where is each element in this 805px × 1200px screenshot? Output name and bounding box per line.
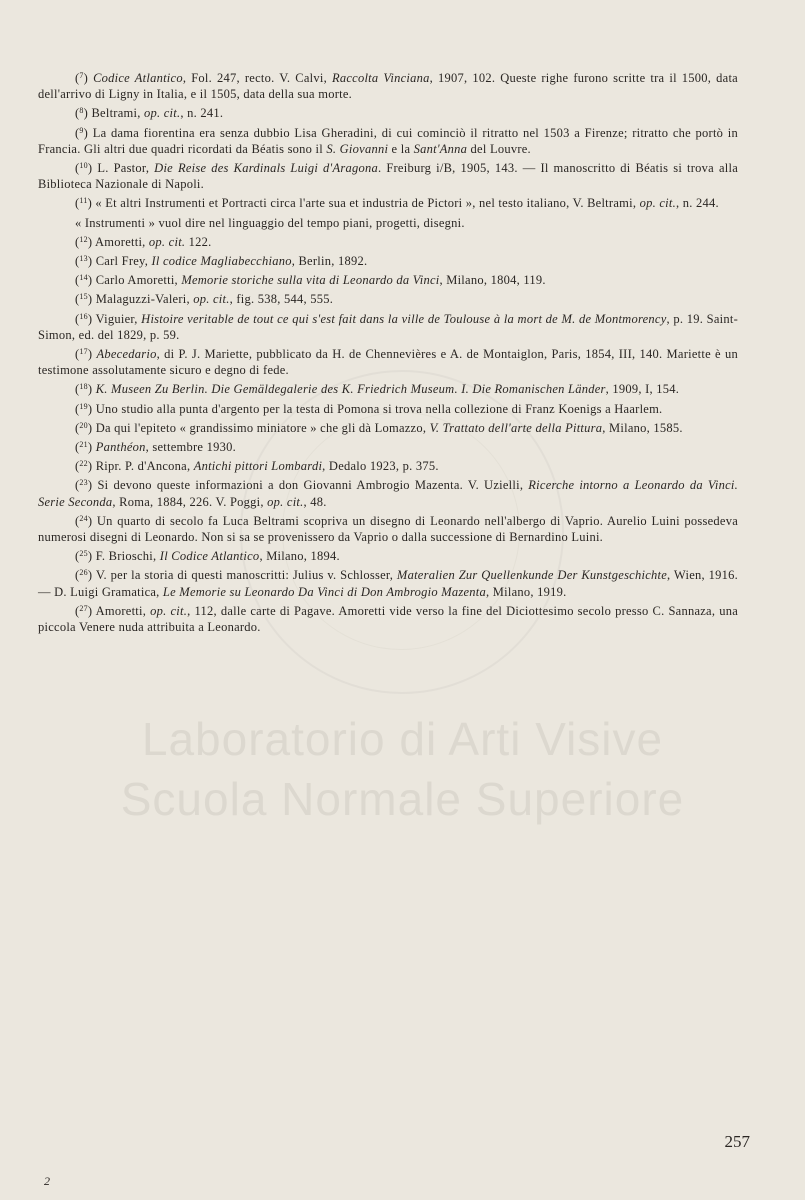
footnote-italic-text: Le Memorie su Leonardo Da Vinci di Don Ambrogio Mazenta	[162, 584, 487, 599]
footnote-text: Un quarto di secolo fa Luca Beltrami scopriva un disegno di Leonardo nell'albergo di Vaprio. Aurelio Luini possedeva numerosi disegni di Leonardo. Non si sa se provenissero da Vaprio o dalla successione di Bernardino Luini.	[38, 513, 738, 545]
footnote-number: ($^{20}$)	[75, 420, 96, 435]
footnote-italic-text: op. cit.	[193, 292, 230, 307]
footnote	[38, 548, 738, 564]
footnote-number: ($^{15}$)	[75, 292, 96, 307]
footnote	[38, 458, 738, 474]
footnote-text: , fig. 538, 544, 555.	[229, 292, 334, 307]
footnote	[38, 125, 738, 157]
footnote-text: del Louvre.	[467, 141, 531, 156]
footnote-text: , Fol. 247, recto. V. Calvi,	[182, 71, 332, 85]
footnote-text: , Roma, 1884, 226. V. Poggi,	[112, 494, 268, 509]
footnote	[38, 477, 738, 509]
footnote-text: , Dedalo 1923, p. 375.	[322, 459, 439, 474]
footnote-number: ($^{23}$)	[75, 478, 98, 493]
footnote-text: Carlo Amoretti,	[95, 273, 182, 288]
footnote-number: ($^{27}$)	[75, 603, 96, 618]
footnote-text: Beltrami,	[91, 106, 144, 121]
footnote-text: L. Pastor,	[97, 161, 155, 176]
footnote-italic-text: op. cit.	[143, 106, 181, 121]
footnote-text: , Berlin, 1892.	[291, 254, 368, 269]
footnote-text: Carl Frey,	[95, 254, 152, 269]
footnote-italic-text: S. Giovanni	[326, 141, 389, 156]
footnote-italic-text: Materalien Zur Quellenkunde Der Kunstgeschichte	[396, 568, 668, 583]
footnote-number: ($^9$)	[75, 125, 93, 140]
footnote-text: « Instrumenti » vuol dire nel linguaggio del tempo piani, progetti, disegni.	[75, 215, 465, 230]
footnote-text: , p. 19. Saint-Simon, ed. del 1829, p. 59.	[38, 311, 738, 342]
footnote-italic-text: V. Trattato dell'arte della Pittura	[429, 420, 603, 435]
footnote	[38, 291, 738, 307]
footnote-text: F. Brioschi,	[95, 549, 160, 564]
footnote-italic-text: K. Museen Zu Berlin. Die Gemäldegalerie des K. Friedrich Museum. I. Die Romanischen Länder	[95, 382, 606, 397]
footnote-italic-text: Raccolta Vinciana	[331, 71, 430, 85]
footnote-italic-text: op. cit.	[639, 196, 676, 211]
footnote	[38, 195, 738, 211]
footnote-number: ($^{22}$)	[75, 459, 96, 474]
footnote-number: ($^8$)	[75, 106, 92, 121]
footnote-text: , 1909, I, 154.	[605, 382, 680, 397]
footnote	[38, 439, 738, 455]
footnote-italic-text: Memorie storiche sulla vita di Leonardo da Vinci	[181, 273, 440, 288]
footnote-text: , Milano, 1804, 119.	[439, 273, 546, 288]
footnote	[38, 567, 738, 599]
footnote-number: ($^{10}$)	[75, 161, 98, 176]
footnote-number: ($^{14}$)	[75, 273, 96, 288]
footnote	[38, 311, 738, 343]
footnote-number: ($^{17}$)	[75, 347, 97, 362]
footnote-text: e la	[388, 141, 414, 156]
watermark-line-2: Scuola Normale Superiore	[120, 773, 685, 825]
footnote-text: Ripr. P. d'Ancona,	[95, 459, 194, 474]
footnote-text: Viguier,	[95, 311, 142, 326]
footnote-number: ($^7$)	[75, 71, 94, 85]
footnote-italic-text: Panthéon	[95, 440, 146, 455]
footnote-number: ($^{24}$)	[75, 513, 97, 528]
footnote-text: , Milano, 1585.	[602, 420, 683, 435]
footnote	[38, 215, 738, 231]
footnote	[38, 160, 738, 192]
footnote-text: , Milano, 1894.	[259, 549, 340, 564]
footnote-italic-text: Il codice Magliabecchiano	[151, 254, 292, 269]
footnote-text: Si devono queste informazioni a don Giovanni Ambrogio Mazenta. V. Uzielli,	[97, 478, 529, 493]
footnote-text: , 1907, 102. Queste righe furono scritte tra il 1500, data dell'arrivo di Ligny in Italia, e il 1505, data della sua morte.	[38, 71, 738, 102]
footnote-text: La dama fiorentina era senza dubbio Lisa Gheradini, di cui cominciò il ritratto nel 1503 a Firenze; ritratto che portò in Francia. Gli altri due quadri ricordati da Béatis sono il	[38, 125, 738, 156]
footnote-text: , n. 241.	[180, 106, 224, 121]
footnote-italic-text: Die Reise des Kardinals Luigi d'Aragona	[154, 161, 378, 176]
footnote-text: Malaguzzi-Valeri,	[95, 292, 194, 307]
footnote-italic-text: Histoire veritable de tout ce qui s'est fait dans la ville de Toulouse à la mort de M. de Montmorency	[141, 311, 667, 326]
footnote-text: Uno studio alla punta d'argento per la testa di Pomona si trova nella collezione di Franz Koenigs a Haarlem.	[95, 401, 663, 416]
footnote-italic-text: Codice Atlantico	[93, 71, 183, 85]
footnote-italic-text: Antichi pittori Lombardi	[193, 459, 323, 474]
footnote-text: , Milano, 1919.	[486, 584, 567, 599]
footnote-text: Amoretti,	[95, 603, 151, 618]
footnote-text: , Wien, 1916. — D. Luigi Gramatica,	[38, 568, 738, 599]
footnote	[38, 272, 738, 288]
footnote-text: « Et altri Instrumenti et Portracti circa l'arte sua et industria de Pictori », nel testo italiano, V. Beltrami,	[95, 196, 640, 211]
footnote-number: ($^{26}$)	[75, 568, 96, 583]
footnote-text: , 112, dalle carte di Pagave. Amoretti vide verso la fine del Diciottesimo secolo presso C. Sannaza, una piccola Venere nuda attribuita a Leonardo.	[38, 603, 738, 635]
footnote-number: ($^{25}$)	[75, 549, 96, 564]
watermark-line-1: Laboratorio di Arti Visive	[141, 713, 664, 765]
footnote-italic-text: Il Codice Atlantico	[159, 549, 260, 564]
footnote-text: Da qui l'epiteto « grandissimo miniatore » che gli dà Lomazzo,	[95, 420, 430, 435]
footnote	[38, 253, 738, 269]
footnote	[38, 381, 738, 397]
footnote-number: ($^{16}$)	[75, 311, 96, 326]
footnote-number: ($^{21}$)	[75, 440, 96, 455]
footnote-text: Amoretti,	[95, 234, 149, 249]
page-number: 257	[724, 1132, 750, 1151]
footnotes-list	[38, 70, 738, 638]
footnote-number: ($^{13}$)	[75, 254, 96, 269]
footnote-text: , settembre 1930.	[145, 440, 236, 455]
footnote-text: V. per la storia di questi manoscritti: Julius v. Schlosser,	[95, 568, 397, 583]
footnote-italic-text: op. cit.	[148, 234, 186, 249]
footnote-number: ($^{19}$)	[75, 401, 96, 416]
footnote-italic-text: op. cit.	[267, 494, 304, 509]
footnote-number: ($^{18}$)	[75, 382, 96, 397]
signature-mark: 2	[44, 1174, 50, 1188]
footnote	[38, 346, 738, 378]
footnote	[38, 70, 738, 102]
footnote	[38, 513, 738, 545]
footnote-number: ($^{12}$)	[75, 234, 96, 249]
footnote-text: 122.	[185, 234, 212, 249]
footnote-italic-text: Abecedario	[96, 347, 157, 362]
footnote-italic-text: op. cit.	[150, 603, 188, 618]
footnote	[38, 234, 738, 250]
footnote-italic-text: Sant'Anna	[413, 141, 468, 156]
footnote-italic-text: Ricerche intorno a Leonardo da Vinci. Serie Seconda	[38, 478, 738, 509]
footnote-text: , n. 244.	[675, 196, 719, 211]
footnote	[38, 420, 738, 436]
footnote-text: , 48.	[303, 494, 327, 509]
footnote-text: , di P. J. Mariette, pubblicato da H. de Chennevières e A. de Montaiglon, Paris, 1854, III, 140. Mariette è un testimone assolutamente sicuro e degno di fede.	[38, 347, 738, 378]
footnote-number: ($^{11}$)	[75, 196, 96, 211]
footnote	[38, 603, 738, 635]
footnote	[38, 401, 738, 417]
footnote-text: . Freiburg i/B, 1905, 143. — Il manoscritto di Béatis si trova alla Biblioteca Nazionale di Napoli.	[38, 161, 738, 192]
footnote	[38, 105, 738, 121]
